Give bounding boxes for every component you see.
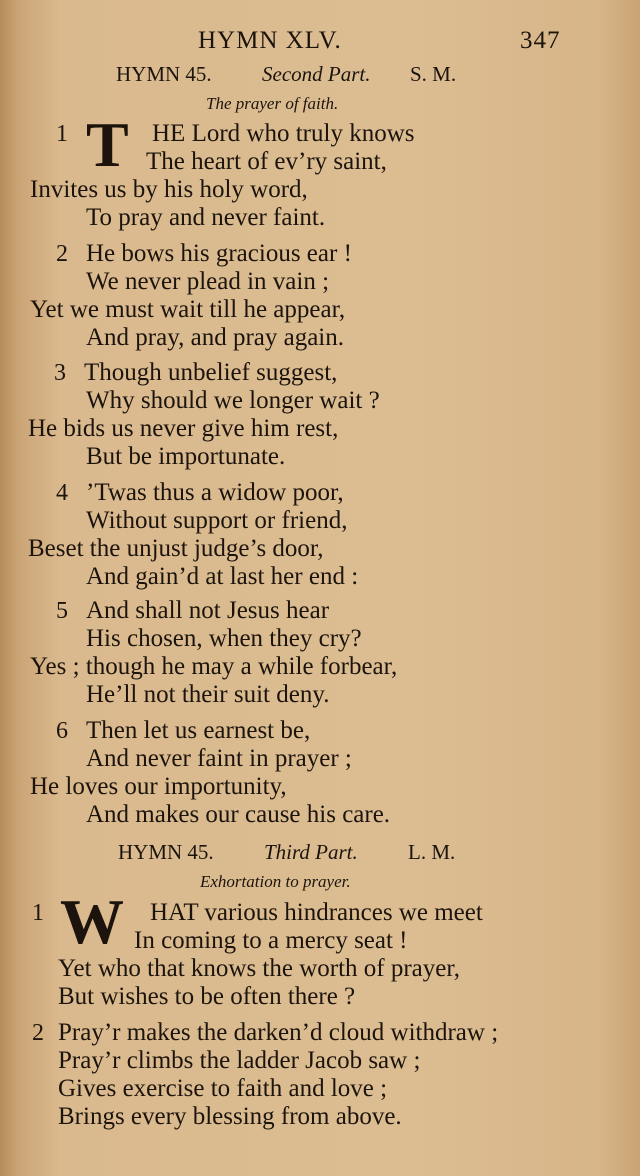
hymn1-title: HYMN 45. [116, 62, 212, 86]
verse-line: Yet who that knows the worth of prayer, [58, 955, 460, 982]
verse-line: And pray, and pray again. [86, 324, 345, 351]
verse-number: 1 [56, 121, 68, 147]
verse-line: Pray’r makes the darken’d cloud withdraw ; [58, 1019, 499, 1046]
verse-line: And never faint in prayer ; [86, 745, 352, 772]
verse-line: He’ll not their suit deny. [86, 681, 330, 708]
verse-line: And gain’d at last her end : [86, 563, 359, 590]
verse-line: Yet we must wait till he appear, [30, 296, 346, 323]
verse-line: Though unbelief suggest, [84, 359, 338, 386]
verse-line: He loves our importunity, [30, 773, 287, 800]
verse-line: He bids us never give him rest, [28, 415, 339, 442]
page-number: 347 [520, 27, 561, 54]
verse-line: Gives exercise to faith and love ; [58, 1075, 388, 1102]
verse-number: 1 [32, 900, 44, 926]
verse-line: We never plead in vain ; [86, 268, 330, 295]
verse-number: 3 [54, 360, 66, 386]
verse-line: Yes ; though he may a while forbear, [30, 653, 398, 680]
verse-line: And makes our cause his care. [86, 801, 391, 828]
verse-number: 4 [56, 480, 68, 506]
hymn1-subtitle: The prayer of faith. [206, 94, 339, 113]
verse-line: But wishes to be often there ? [58, 983, 356, 1010]
hymn2-subtitle: Exhortation to prayer. [200, 872, 351, 891]
verse-number: 2 [56, 241, 68, 267]
verse-number: 2 [32, 1020, 44, 1046]
drop-cap: T [86, 109, 129, 180]
verse-line: The heart of ev’ry saint, [146, 148, 387, 175]
verse-line: Pray’r climbs the ladder Jacob saw ; [58, 1047, 421, 1074]
hymn2-part: Third Part. [264, 840, 358, 864]
hymn2-title: HYMN 45. [118, 840, 214, 864]
running-title: HYMN XLV. [198, 27, 342, 54]
verse-line: Invites us by his holy word, [30, 176, 308, 203]
verse-line: HE Lord who truly knows [152, 120, 415, 147]
hymn2-meter: L. M. [408, 840, 456, 864]
verse-line: Brings every blessing from above. [58, 1103, 402, 1130]
verse-line: Why should we longer wait ? [86, 387, 380, 414]
verse-line: HAT various hindrances we meet [150, 899, 483, 926]
verse-line: Beset the unjust judge’s door, [28, 535, 324, 562]
verse-line: ’Twas thus a widow poor, [86, 479, 344, 506]
verse-line: Then let us earnest be, [86, 717, 311, 744]
verse-line: His chosen, when they cry? [86, 625, 362, 652]
verse-number: 6 [56, 718, 68, 744]
hymn1-meter: S. M. [410, 62, 457, 86]
verse-line: In coming to a mercy seat ! [134, 927, 408, 954]
hymn1-part: Second Part. [262, 62, 371, 86]
verse-line: He bows his gracious ear ! [86, 240, 352, 267]
drop-cap: W [60, 886, 124, 957]
verse-line: Without support or friend, [86, 507, 348, 534]
verse-number: 5 [56, 598, 68, 624]
verse-line: But be importunate. [86, 443, 286, 470]
verse-line: And shall not Jesus hear [86, 597, 330, 624]
verse-line: To pray and never faint. [86, 204, 326, 231]
